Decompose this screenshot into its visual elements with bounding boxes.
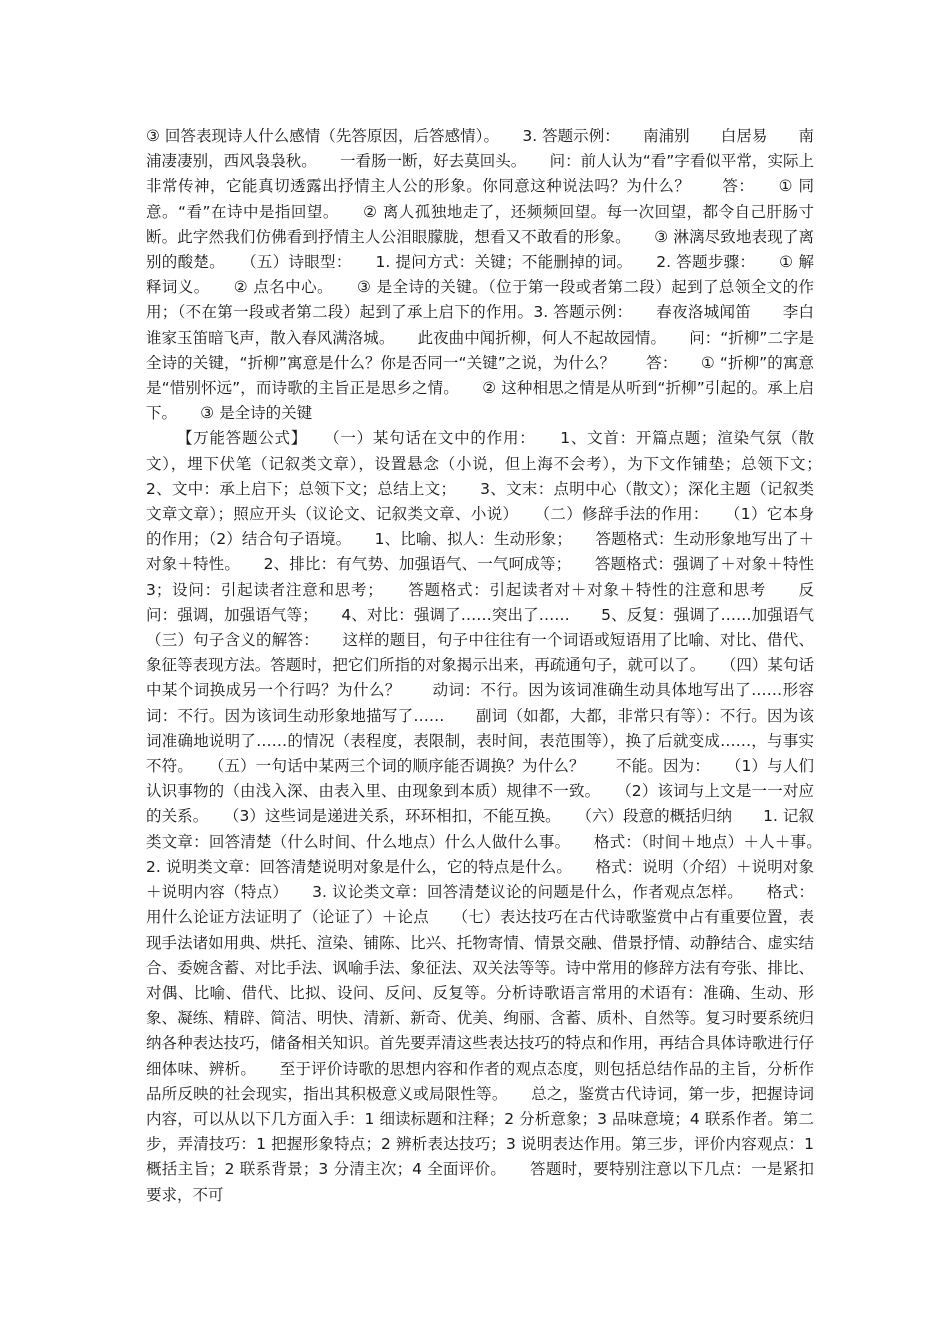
paragraph-poetry-examples: ③ 回答表现诗人什么感情（先答原因，后答感情）。 3. 答题示例： 南浦别 白居易 南浦凄凄别，西风袅袅秋。 一看肠一断，好去莫回头。 问：前人认为“看”字看似平常，实际上非常传神，它能真切透露出抒情主人公的形象。你同意这种说法吗？为什么？ 答： ① 同意。“看”在诗中是指回望。 ② 离人孤独地走了，还频频回望。每一次回望，都令自己肝肠寸断。此字然我们仿佛看到抒情主人公泪眼朦胧，想看又不敢看的形象。 ③ 淋漓尽致地表现了离别的酸楚。 （五）诗眼型： 1. 提问方式：关键；不能删掉的词。 2. 答题步骤： ① 解释词义。 ② 点名中心。 ③ 是全诗的关键。（位于第一段或者第二段）起到了总领全文的作用；（不在第一段或者第二段）起到了承上启下的作用。3. 答题示例： 春夜洛城闻笛 李白 谁家玉笛暗飞声，散入春风满洛城。 此夜曲中闻折柳，何人不起故园情。 问：“折柳”二字是全诗的关键，“折柳”寓意是什么？你是否同一“关键”之说，为什么？ 答： ① “折柳”的寓意是“惜别怀远”，而诗歌的主旨正是思乡之情。 ② 这种相思之情是从听到“折柳”引起的。承上启下。 ③ 是全诗的关键 bbox=[146, 127, 846, 423]
paragraph-answer-formulas: 【万能答题公式】 （一）某句话在文中的作用： 1、文首：开篇点题；渲染气氛（散文），埋下伏笔（记叙类文章），设置悬念（小说，但上海不会考），为下文作铺垫；总领下文； 2、文中：承上启下；总领下文；总结上文； 3、文末：点明中心（散文）；深化主题（记叙类文章文章）；照应开头（议论文、记叙类文章、小说） （二）修辞手法的作用： （1）它本身的作用；（2）结合句子语境。 1、比喻、拟人：生动形象； 答题格式：生动形象地写出了＋对象＋特性。 2、排比：有气势、加强语气、一气呵成等； 答题格式：强调了＋对象＋特性 3；设问：引起读者注意和思考； 答题格式：引起读者对＋对象＋特性的注意和思考 反问：强调，加强语气等； 4、对比：强调了……突出了…… 5、反复：强调了……加强语气 （三）句子含义的解答： 这样的题目，句子中往往有一个词语或短语用了比喻、对比、借代、象征等表现方法。答题时，把它们所指的对象揭示出来，再疏通句子，就可以了。 （四）某句话中某个词换成另一个行吗？为什么？ 动词：不行。因为该词准确生动具体地写出了……形容词：不行。因为该词生动形象地描写了…… 副词（如都，大都，非常只有等）：不行。因为该词准确地说明了……的情况（表程度，表限制，表时间，表范围等），换了后就变成……，与事实不符。 （五）一句话中某两三个词的顺序能否调换？为什么？ 不能。因为： （1）与人们认识事物的（由浅入深、由表入里、由现象到本质）规律不一致。 （2）该词与上文是一一对应的关系。 （3）这些词是递进关系，环环相扣，不能互换。 （六）段意的概括归纳 1. 记叙类文章：回答清楚（什么时间、什么地点）什么人做什么事。 格式：（时间＋地点）＋人＋事。 2. 说明类文章：回答清楚说明对象是什么，它的特点是什么。 格式：说明（介绍）＋说明对象＋说明内容（特点） 3. 议论类文章：回答清楚议论的问题是什么，作者观点怎样。 格式：用什么论证方法证明了（论证了）＋论点 （七）表达技巧在古代诗歌鉴赏中占有重要位置，表现手法诸如用典、烘托、渲染、铺陈、比兴、托物寄情、情景交融、借景抒情、动静结合、虚实结合、委婉含蓄、对比手法、讽喻手法、象征法、双关法等等。诗中常用的修辞方法有夸张、排比、对偶、比喻、借代、比拟、设问、反问、反复等。分析诗歌语言常用的术语有：准确、生动、形象、凝练、精辟、简洁、明快、清新、新奇、优美、绚丽、含蓄、质朴、自然等。复习时要系统归纳各种表达技巧，储备相关知识。首先要弄清这些表达技巧的特点和作用，再结合具体诗歌进行仔细体味、辨析。 至于评价诗歌的思想内容和作者的观点态度，则包括总结作品的主旨，分析作品所反映的社会现实，指出其积极意义或局限性等。 总之，鉴赏古代诗词，第一步，把握诗词内容，可以从以下几方面入手：1 细读标题和注释；2 分析意象；3 品味意境；4 联系作者。第二步，弄清技巧：1 把握形象特点；2 辨析表达技巧；3 说明表达作用。第三步，评价内容观点：1 概括主旨；2 联系背景；3 分清主次；4 全面评价。 答题时，要特别注意以下几点：一是紧扣要求，不可 bbox=[146, 429, 846, 1204]
document-page bbox=[146, 124, 846, 1208]
